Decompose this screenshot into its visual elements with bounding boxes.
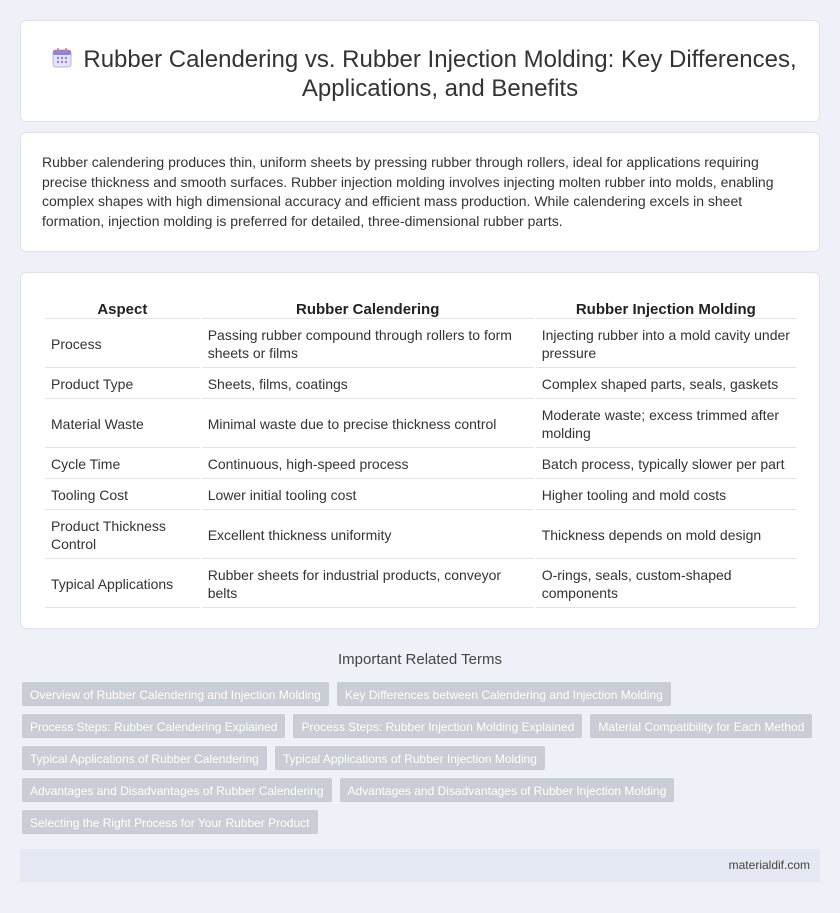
- table-row: [45, 512, 796, 559]
- comparison-table: [43, 295, 798, 610]
- footer: [20, 849, 820, 882]
- table-cell-aspect: Process: [45, 321, 200, 368]
- table-cell-aspect: Cycle Time: [45, 450, 200, 479]
- table-cell-injection: Complex shaped parts, seals, gaskets: [536, 370, 796, 399]
- table-cell-aspect: Product Thickness Control: [45, 512, 200, 559]
- related-term-tag[interactable]: Advantages and Disadvantages of Rubber Injection Molding: [340, 778, 675, 802]
- related-term-tag[interactable]: Key Differences between Calendering and Injection Molding: [337, 682, 671, 706]
- table-cell-calendering: Excellent thickness uniformity: [202, 512, 534, 559]
- table-cell-injection: Batch process, typically slower per part: [536, 450, 796, 479]
- table-row: [45, 561, 796, 608]
- table-cell-injection: Injecting rubber into a mold cavity under pressure: [536, 321, 796, 368]
- column-header: Aspect: [45, 297, 200, 319]
- calendar-icon: [51, 47, 73, 69]
- related-terms-heading: Important Related Terms: [338, 651, 502, 668]
- table-cell-calendering: Minimal waste due to precise thickness control: [202, 401, 534, 448]
- table-cell-calendering: Lower initial tooling cost: [202, 481, 534, 510]
- related-term-tag[interactable]: Material Compatibility for Each Method: [590, 714, 812, 738]
- table-cell-aspect: Typical Applications: [45, 561, 200, 608]
- related-terms-list: [22, 682, 822, 842]
- table-cell-aspect: Tooling Cost: [45, 481, 200, 510]
- related-term-tag[interactable]: Typical Applications of Rubber Injection Molding: [275, 746, 545, 770]
- related-term-tag[interactable]: Advantages and Disadvantages of Rubber Calendering: [22, 778, 332, 802]
- table-row: [45, 450, 796, 479]
- related-term-tag[interactable]: Process Steps: Rubber Calendering Explained: [22, 714, 285, 738]
- table-cell-injection: Higher tooling and mold costs: [536, 481, 796, 510]
- table-cell-calendering: Rubber sheets for industrial products, conveyor belts: [202, 561, 534, 608]
- title-card: [20, 20, 820, 122]
- column-header: Rubber Calendering: [202, 297, 534, 319]
- intro-paragraph: Rubber calendering produces thin, uniform sheets by pressing rubber through rollers, ideal for applications requiring precise thickness and smooth surfaces. Rubber injection molding involves injecting molten rubber into molds, enabling complex shapes with high dimensional accuracy and efficient mass production. While calendering excels in sheet formation, injection molding is preferred for detailed, three-dimensional rubber parts.: [42, 154, 774, 229]
- table-cell-calendering: Continuous, high-speed process: [202, 450, 534, 479]
- column-header: Rubber Injection Molding: [536, 297, 796, 319]
- footer-site-link[interactable]: materialdif.com: [728, 858, 810, 872]
- table-cell-calendering: Passing rubber compound through rollers to form sheets or films: [202, 321, 534, 368]
- related-term-tag[interactable]: Typical Applications of Rubber Calendering: [22, 746, 267, 770]
- page-title: Rubber Calendering vs. Rubber Injection Molding: Key Differences, Applications, and Benefits: [83, 46, 797, 102]
- table-row: [45, 370, 796, 399]
- table-row: [45, 481, 796, 510]
- related-term-tag[interactable]: Process Steps: Rubber Injection Molding Explained: [293, 714, 582, 738]
- comparison-card: [20, 272, 820, 629]
- intro-card: [20, 132, 820, 252]
- table-cell-injection: Thickness depends on mold design: [536, 512, 796, 559]
- table-cell-aspect: Material Waste: [45, 401, 200, 448]
- table-row: [45, 401, 796, 448]
- table-cell-calendering: Sheets, films, coatings: [202, 370, 534, 399]
- related-term-tag[interactable]: Overview of Rubber Calendering and Injection Molding: [22, 682, 329, 706]
- table-cell-injection: O-rings, seals, custom-shaped components: [536, 561, 796, 608]
- table-cell-aspect: Product Type: [45, 370, 200, 399]
- table-header-row: [45, 297, 796, 319]
- related-term-tag[interactable]: Selecting the Right Process for Your Rubber Product: [22, 810, 318, 834]
- table-row: [45, 321, 796, 368]
- table-cell-injection: Moderate waste; excess trimmed after molding: [536, 401, 796, 448]
